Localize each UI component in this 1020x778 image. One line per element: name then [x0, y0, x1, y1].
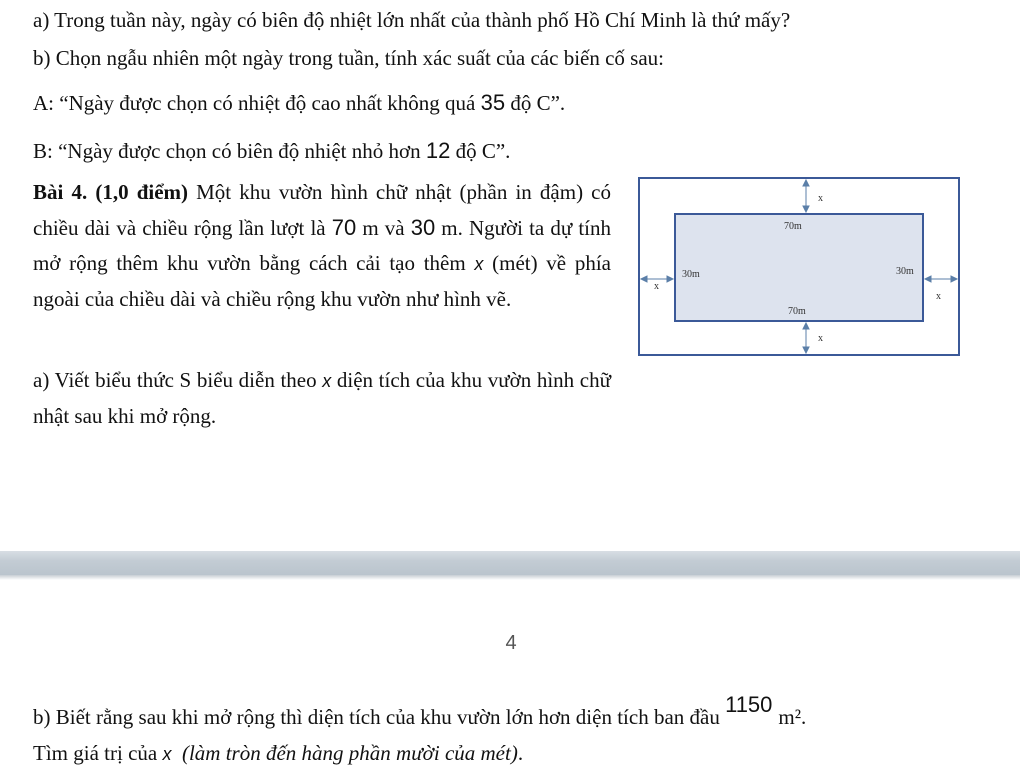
find-x-post: . — [517, 741, 524, 765]
event-a-pre: A: “Ngày được chọn có nhiệt độ cao nhất không quá — [33, 91, 481, 115]
bai4-paragraph — [33, 175, 611, 317]
bai4-text1: Một khu vườn hình chữ nhật (phần in đậm) có chiều dài và chiều rộng lần lượt là — [33, 180, 611, 240]
page-separator-shadow — [0, 575, 1020, 580]
find-x-line — [33, 740, 523, 767]
variable-x: x — [474, 254, 484, 274]
part-b-pre: b) Biết rằng sau khi mở rộng thì diện tích của khu vườn lớn hơn diện tích ban đầu — [33, 705, 726, 729]
bai4-text2: m và — [356, 216, 411, 240]
part-a-paragraph — [33, 363, 611, 434]
rounding-note: (làm tròn đến hàng phần mười của mét) — [181, 741, 518, 765]
event-a-post: độ C”. — [505, 91, 566, 115]
page-separator — [0, 551, 1020, 575]
question-a-text: a) Trong tuần này, ngày có biên độ nhiệt lớn nhất của thành phố Hồ Chí Minh là thứ mấy? — [33, 8, 791, 32]
left-x-label: x — [654, 281, 659, 292]
question-b-line — [33, 45, 664, 71]
part-a-pre: a) Viết biểu thức S biểu diễn theo — [33, 368, 323, 392]
bai4-title: Bài 4. (1,0 điểm) — [33, 180, 189, 204]
garden-figure — [638, 177, 964, 359]
variable-x: x — [322, 371, 332, 391]
variable-x: x — [162, 744, 172, 764]
top-x-label: x — [818, 193, 823, 204]
part-a-post: diện tích của khu vườn hình chữ nhật sau khi mở rộng. — [33, 368, 612, 428]
event-a-line — [33, 90, 565, 116]
event-b-pre: B: “Ngày được chọn có biên độ nhiệt nhỏ hơn — [33, 139, 426, 163]
page-number: 4 — [505, 632, 517, 654]
bai4-text4: (mét) về phía ngoài của chiều dài và chiều rộng khu vườn như hình vẽ. — [33, 251, 611, 311]
width-value: 30 — [410, 215, 436, 240]
area-unit: m² — [778, 705, 802, 729]
right-x-label: x — [936, 291, 941, 302]
bai4-text3: m. Người ta dự tính mở rộng thêm khu vườn bằng cách cải tạo thêm — [33, 216, 612, 275]
length-value: 70 — [331, 215, 357, 240]
top-length-label: 70m — [784, 221, 802, 232]
event-a-number: 35 — [480, 90, 506, 115]
event-b-post: độ C”. — [450, 139, 511, 163]
question-a-line — [33, 7, 790, 33]
left-width-label: 30m — [682, 269, 700, 280]
find-x-pre: Tìm giá trị của — [33, 741, 163, 765]
area-unit-post: . — [801, 705, 807, 729]
question-b-text: b) Chọn ngẫu nhiên một ngày trong tuần, tính xác suất của các biến cố sau: — [33, 46, 664, 70]
area-value: 1150 — [725, 692, 773, 717]
event-b-number: 12 — [425, 138, 451, 163]
right-width-label: 30m — [896, 266, 914, 277]
bottom-length-label: 70m — [788, 306, 806, 317]
bottom-x-label: x — [818, 333, 823, 344]
part-b-line — [33, 692, 807, 730]
event-b-line — [33, 138, 510, 164]
